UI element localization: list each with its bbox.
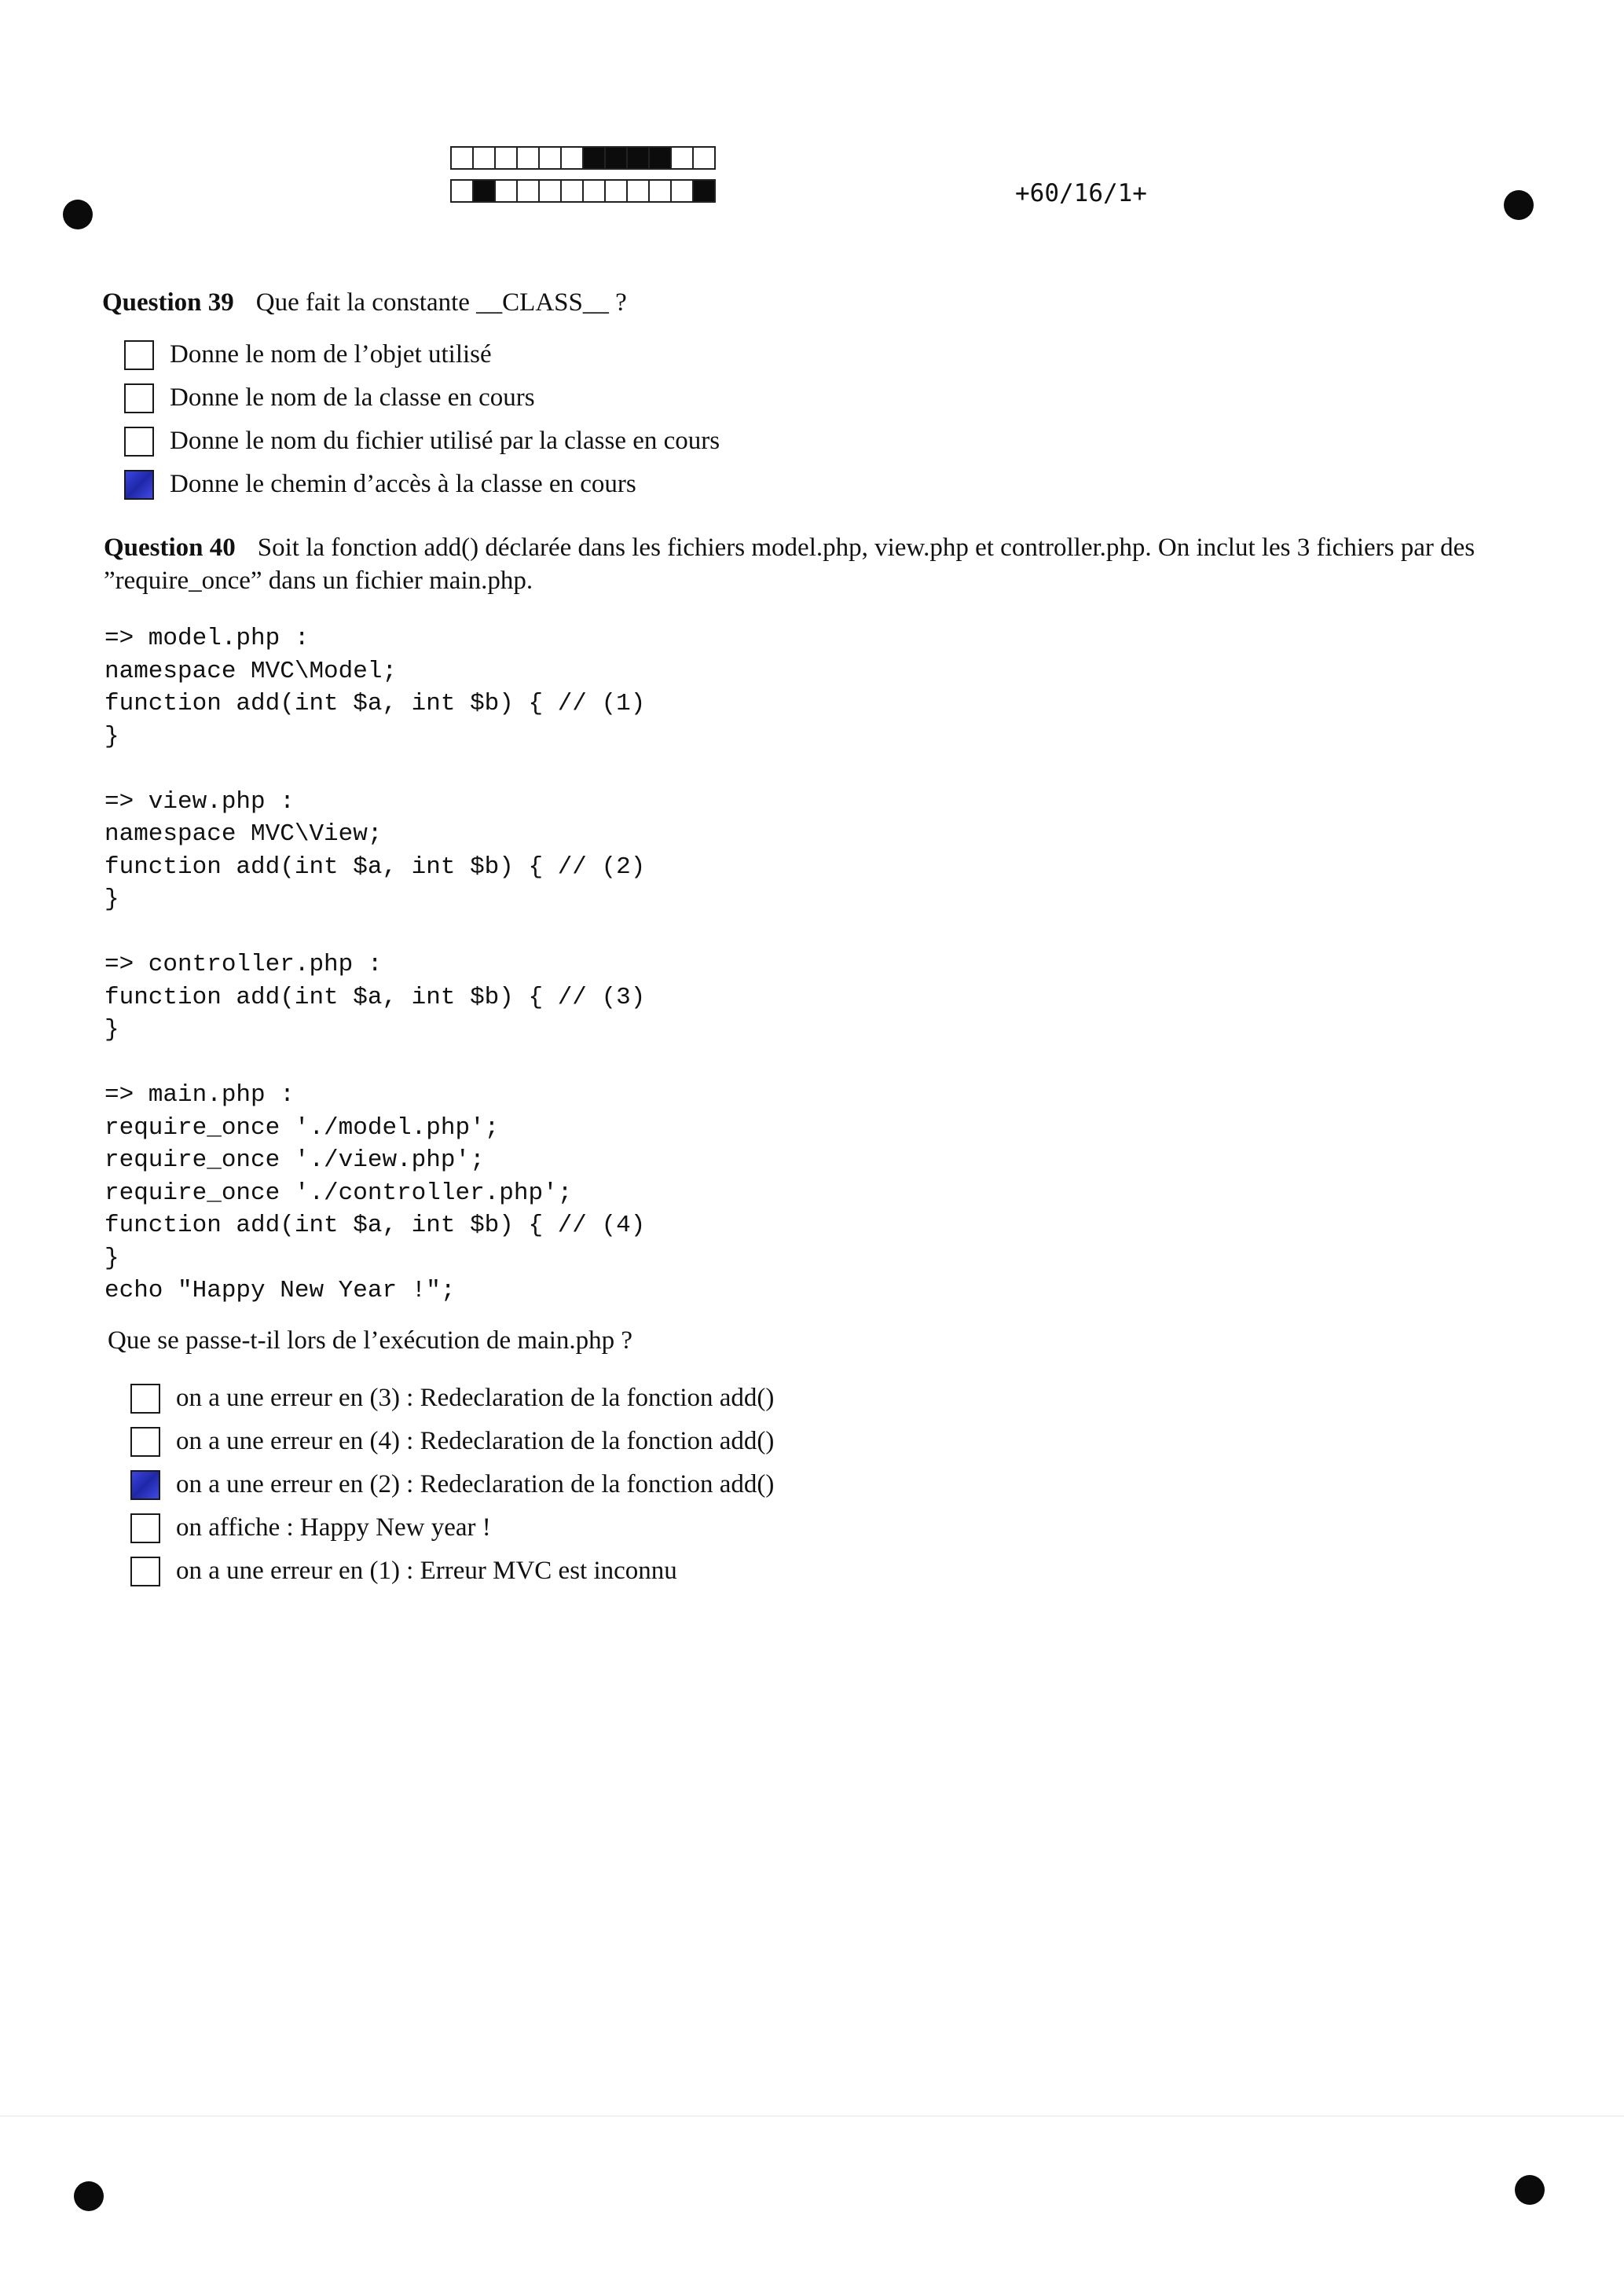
- option-label: on affiche : Happy New year !: [176, 1513, 491, 1542]
- grid-row-2-cell: [648, 179, 672, 203]
- question-39-text: Que fait la constante __CLASS__ ?: [255, 288, 627, 317]
- grid-row-2-cell: [582, 179, 606, 203]
- grid-row-1-cell: [582, 146, 606, 170]
- checkbox[interactable]: [124, 427, 154, 457]
- grid-row-2-cell: [494, 179, 518, 203]
- grid-row-2-cell: [516, 179, 540, 203]
- option-label: on a une erreur en (4) : Redeclaration de la fonction add(): [176, 1427, 775, 1455]
- grid-row-1-cell: [472, 146, 496, 170]
- q40-option-2[interactable]: [130, 1420, 774, 1463]
- grid-row-1-cell: [560, 146, 584, 170]
- grid-row-2-cell: [670, 179, 694, 203]
- q40-option-5[interactable]: [130, 1550, 774, 1593]
- grid-row-1-cell: [648, 146, 672, 170]
- registration-mark-top-right: [1504, 190, 1534, 220]
- option-label: Donne le chemin d’accès à la classe en cours: [170, 470, 636, 498]
- checked-checkbox[interactable]: [130, 1470, 160, 1500]
- q40-option-4[interactable]: [130, 1506, 774, 1550]
- q40-option-1[interactable]: [130, 1377, 774, 1420]
- grid-row-1-cell: [516, 146, 540, 170]
- grid-row-1-cell: [692, 146, 716, 170]
- registration-mark-bottom-right: [1515, 2175, 1545, 2205]
- question-39: [102, 286, 1516, 319]
- question-40-options: [130, 1377, 774, 1593]
- option-label: on a une erreur en (3) : Redeclaration de la fonction add(): [176, 1384, 775, 1412]
- checkbox[interactable]: [130, 1557, 160, 1586]
- question-40: [104, 531, 1502, 597]
- checkbox[interactable]: [130, 1427, 160, 1457]
- sheet-id-grid-row-2: [450, 179, 714, 203]
- option-label: on a une erreur en (1) : Erreur MVC est inconnu: [176, 1557, 677, 1585]
- grid-row-1-cell: [494, 146, 518, 170]
- option-label: on a une erreur en (2) : Redeclaration de la fonction add(): [176, 1470, 775, 1498]
- q39-option-1[interactable]: [124, 333, 720, 376]
- sheet-id-grid-row-1: [450, 146, 714, 170]
- registration-mark-top-left: [63, 200, 93, 229]
- page-fold-line: [0, 2115, 1624, 2117]
- q39-option-4[interactable]: [124, 463, 720, 506]
- question-40-text: Soit la fonction add() déclarée dans les fichiers model.php, view.php et controller.php. On inclut les 3 fichiers par des ”require_once” dans un fichier main.php.: [104, 534, 1476, 595]
- q39-option-2[interactable]: [124, 376, 720, 420]
- question-39-label: Question 39: [102, 288, 234, 317]
- grid-row-1-cell: [538, 146, 562, 170]
- grid-row-2-cell: [450, 179, 474, 203]
- checkbox[interactable]: [124, 383, 154, 413]
- grid-row-2-cell: [626, 179, 650, 203]
- question-39-options: [124, 333, 720, 506]
- code-listing: => model.php : namespace MVC\Model; function add(int $a, int $b) { // (1) } => view.php : namespace MVC\View; function add(int $a, int $b) { // (2) } => controller.php : function add(int $a, int $b) { // (3) } => main.php : require_once './model.php'; require_once './view.php'; require_once './controller.php'; function add(int $a, int $b) { // (4) } echo "Happy New Year !";: [104, 625, 646, 1304]
- grid-row-1-cell: [450, 146, 474, 170]
- q40-option-3[interactable]: [130, 1463, 774, 1506]
- option-label: Donne le nom de l’objet utilisé: [170, 340, 492, 369]
- grid-row-2-cell: [560, 179, 584, 203]
- grid-row-1-cell: [604, 146, 628, 170]
- grid-row-1-cell: [626, 146, 650, 170]
- option-label: Donne le nom du fichier utilisé par la classe en cours: [170, 427, 720, 455]
- option-label: Donne le nom de la classe en cours: [170, 383, 535, 412]
- grid-row-2-cell: [538, 179, 562, 203]
- q39-option-3[interactable]: [124, 420, 720, 463]
- grid-row-2-cell: [472, 179, 496, 203]
- question-40-label: Question 40: [104, 534, 236, 562]
- checked-checkbox[interactable]: [124, 470, 154, 500]
- grid-row-2-cell: [604, 179, 628, 203]
- registration-mark-bottom-left: [74, 2181, 104, 2211]
- sheet-code: +60/16/1+: [1015, 179, 1147, 207]
- grid-row-1-cell: [670, 146, 694, 170]
- checkbox[interactable]: [130, 1513, 160, 1543]
- grid-row-2-cell: [692, 179, 716, 203]
- checkbox[interactable]: [130, 1384, 160, 1414]
- question-40-prompt: Que se passe-t-il lors de l’exécution de main.php ?: [108, 1326, 633, 1355]
- checkbox[interactable]: [124, 340, 154, 370]
